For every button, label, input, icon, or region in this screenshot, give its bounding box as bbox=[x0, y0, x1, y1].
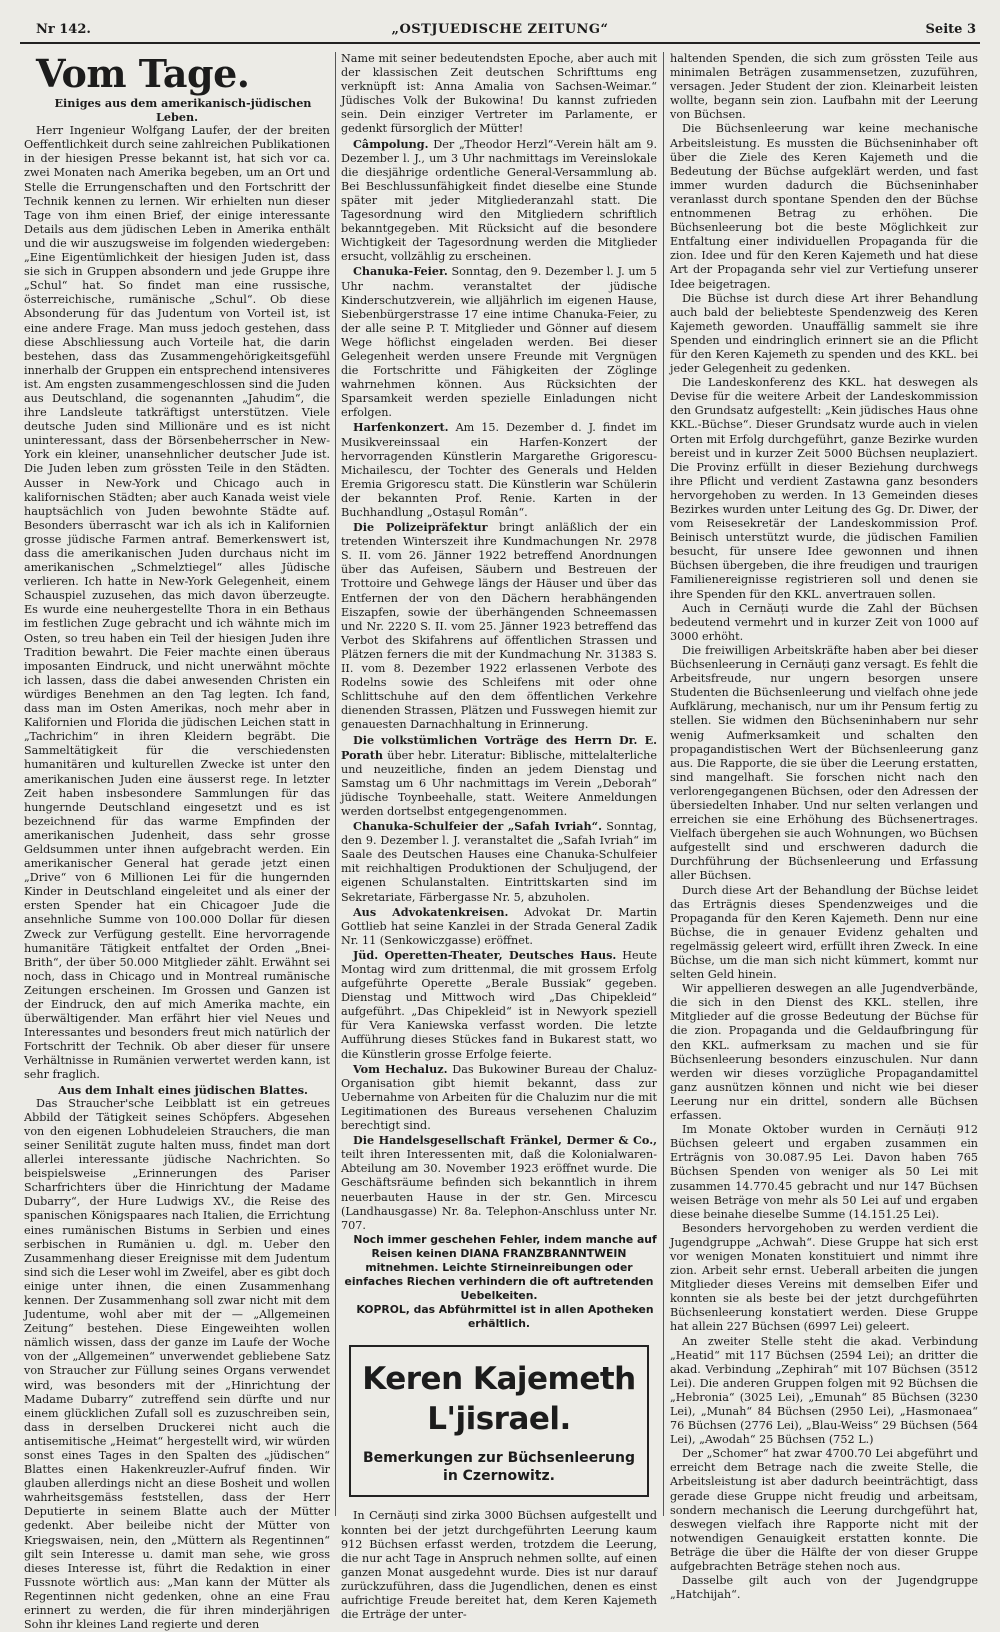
news-item bbox=[341, 819, 657, 905]
advertisement: KOPROL, das Abführmittel ist in allen Apotheken erhältlich. bbox=[356, 1303, 654, 1331]
news-item-heading: Die Polizeipräfektur bbox=[353, 520, 488, 535]
news-item-heading: Aus Advokatenkreisen. bbox=[353, 904, 509, 919]
news-item-heading: Die Handelsgesellschaft Fränkel, Dermer & Co., bbox=[353, 1133, 657, 1148]
news-item bbox=[341, 1062, 657, 1133]
advertisement: Noch immer geschehen Fehler, indem manche auf Reisen keinen DIANA FRANZBRANNTWEIN mitnehmen. Leichte Stirneinreibungen oder einfaches Riechen verhindern die oft auftretenden Uebelkeiten. bbox=[344, 1232, 657, 1303]
article-heading: Aus dem Inhalt eines jüdischen Blattes. bbox=[58, 1082, 308, 1097]
news-item-heading: Chanuka-Feier. bbox=[353, 264, 448, 279]
keren-kajemeth-subtitle: Bemerkungen zur Büchsenleerung in Czernowitz. bbox=[363, 1450, 635, 1485]
keren-kajemeth-title: Keren Kajemeth L'jisrael. bbox=[362, 1361, 636, 1438]
news-item-heading: Jüd. Operetten-Theater, Deutsches Haus. bbox=[353, 947, 617, 962]
article-paragraph: Auch in Cernăuți wurde die Zahl der Büchsen bedeutend vermehrt und in kurzer Zeit von 1000 auf 3000 erhöht. bbox=[670, 601, 978, 643]
article-paragraph: Dasselbe gilt auch von der Jugendgruppe „Hatchijah“. bbox=[670, 1574, 978, 1602]
article-paragraph: Die Landeskonferenz des KKL. hat deswegen als Devise für die weitere Arbeit der Landeskommission den Grundsatz aufgestellt: „Kein jüdisches Haus ohne KKL.-Büchse“. Dieser Grundsatz wurde auch in vielen Orten mit Erfolg durchgeführt, ganze Bezirke wurden bereist und in kurzer Zeit 5000 Büchsen neuplaziert. Die Provinz erfüllt in dieser Beziehung durchwegs ihre Pflicht und verdient Zastawna ganz besonders hervorgehoben zu werden. In 13 Gemeinden dieses Bezirkes wurden unter Leitung des Gg. Dr. Diwer, der vom Reisesekretär der Landeskommission Prof. Beinisch unterstützt wurde, die jüdischen Familien besucht, für unsere Idee gewonnen und ihnen Büchsen übergeben, die ihre freudigen und traurigen Familienereignisse registrieren soll und denen sie ihre Spenden für den KKL. anvertrauen sollen. bbox=[670, 376, 978, 601]
article-paragraph: Das Straucher'sche Leibblatt ist ein getreues Abbild der Tätigkeit seines Schöpfers. Abgesehen von den eigenen Lobhudeleien Strauchers, die man seiner Senilität zugute halten muss, findet man dort allerlei interessante jüdische Nachrichten. So beispielsweise „Erinnerungen des Pariser Scharfrichters über die Hinrichtung der Madame Dubarry“, der Hure Ludwigs XV., die Reise des spanischen Königspaares nach Italien, die Errichtung eines rumänischen Bistums in Serbien und eines serbischen in Rumänien u. dgl. m. Ueber den Zusammenhang dieser Ereignisse mit dem Judentum sind sich die Leser wohl im Zweifel, aber es gibt doch einige unter ihnen, die einen Zusammenhang kennen. Der Zusammenhang soll zwar nicht mit dem Judentume, wohl aber mit der — „Allgemeinen Zeitung“ bestehen. Diese Eingeweihten wollen nämlich wissen, dass der ganze im Laufe der Woche von der „Allgemeinen“ unverwendet gebliebene Satz von Straucher zur Füllung seines Organs verwendet wird, was besonders mit der „Hinrichtung der Madame Dubarry“ zutreffend sein dürfte und nur einem glücklichen Zufall soll es zuzuschreiben sein, dass in derselben Druckerei nicht auch die antisemitische „Heimat“ hergestellt wird, wir würden sonst eines Tages in den Spalten des „jüdischen“ Blattes einen Hakenkreuzler-Aufruf finden. Wir glauben allerdings nicht an diese Bosheit und wollen wahrheitsgemäss feststellen, dass der Herr Deputierte in seinem Blatte auch der Mütter gedenkt. Aber beileibe nicht der Mütter von Kriegswaisen, nein, den „Müttern als Regentinnen“ gilt sein Interesse u. damit man sehe, wie gross dieses Interesse ist, führt die Redaktion in einer Fussnote wörtlich aus: „Man kann der Mütter als Regentinnen nicht gedenken, ohne an eine Frau erinnert zu werden, die für ihren minderjährigen Sohn ihr kleines Land regierte und deren bbox=[24, 1096, 330, 1632]
article-paragraph: Im Monate Oktober wurden in Cernăuți 912 Büchsen geleert und ergaben zusammen ein Erträgnis von 30.087.95 Lei. Davon haben 765 Büchsen Spenden von weniger als 50 Lei mit zusammen 14.770.45 gebracht und nur 147 Büchsen weisen Beträge von mehr als 50 Lei auf und ergaben diese beinahe dieselbe Summe (14.151.25 Lei). bbox=[670, 1123, 978, 1221]
article-paragraph: Durch diese Art der Behandlung der Büchse leidet das Erträgnis dieses Spendenzweiges und die Propaganda für den Keren Kajemeth. Denn nur eine Büchse, die in genauer Evidenz gehalten und regelmässig geleert wird, erfüllt ihren Zweck. In eine Büchse, um die man sich nicht kümmert, kommt nur selten Geld hinein. bbox=[670, 883, 978, 982]
news-item bbox=[341, 520, 657, 732]
article-paragraph: In Cernăuți sind zirka 3000 Büchsen aufgestellt und konnten bei der jetzt durchgeführten Leerung kaum 912 Büchsen erfasst werden, trotzdem die Leerung, die nur acht Tage in Anspruch nehmen sollte, auf einen ganzen Monat ausgedehnt wurde. Dies ist nur darauf zurückzuführen, dass die Jugendlichen, denen es einst aufrichtige Freude bereitet hat, dem Keren Kajemeth die Erträge der unter- bbox=[341, 1509, 657, 1622]
news-item bbox=[341, 137, 657, 265]
news-item-heading: Die volkstümlichen Vorträge des Herrn Dr. E. Porath bbox=[341, 732, 657, 762]
section-title: Vom Tage. bbox=[36, 51, 250, 96]
news-item-heading: Câmpolung. bbox=[353, 136, 429, 151]
news-item-heading: Chanuka-Schulfeier der „Safah Ivriah“. bbox=[353, 819, 603, 834]
article-paragraph: haltenden Spenden, die sich zum grössten Teile aus minimalen Beträgen zusammensetzen, zuzuführen, versagen. Jeder Student der zion. Kleinarbeit leisten wollte, begann sein zion. Laufbahn mit der Leerung von Büchsen. bbox=[670, 52, 978, 122]
article-heading: Einiges aus dem amerikanisch-jüdischen Leben. bbox=[54, 96, 312, 125]
article-paragraph: Die Büchse ist durch diese Art ihrer Behandlung auch bald der beliebteste Spendenzweig des Keren Kajemeth geworden. Unauffällig sammelt sie ihre Spenden und eindringlich erinnert sie an die Pflicht für den Keren Kajemeth zu spenden und des KKL. bei jeder Gelegenheit zu gedenken. bbox=[670, 291, 978, 376]
article-paragraph: Die Büchsenleerung war keine mechanische Arbeitsleistung. Es mussten die Büchseninhaber oft über die Ziele des Keren Kajemeth und die Bedeutung der Büchse aufgeklärt werden, und fast immer wurden dadurch die Büchseninhaber veranlasst durch spontane Spenden den der Büchse entnommenen Betrag zu erhöhen. Die Büchsenleerung bot die beste Möglichkeit zur Entfaltung einer individuellen Propaganda für die zion. Idee und für den Keren Kajemeth und hat diese Art der Propaganda sehr viel zur Vertiefung unserer Idee beigetragen. bbox=[670, 122, 978, 291]
article-paragraph: An zweiter Stelle steht die akad. Verbindung „Heatid“ mit 117 Büchsen (2594 Lei); an dritter die akad. Verbindung „Zephirah“ mit 107 Büchsen (3512 Lei). Die anderen Gruppen folgen mit 92 Büchsen die „Hebronia“ (3025 Lei), „Emunah“ 85 Büchsen (3230 Lei), „Munah“ 84 Büchsen (2950 Lei), „Hasmonaea“ 76 Büchsen (2776 Lei), „Blau-Weiss“ 29 Büchsen (564 Lei), „Awodah“ 25 Büchsen (752 L.) bbox=[670, 1334, 978, 1447]
keren-kajemeth-header bbox=[349, 1345, 649, 1497]
news-item-text: Das Bukowiner Bureau der Chaluz-Organisation gibt hiemit bekannt, dass zur Uebernahme von Arbeiten für die Chaluzim nur die mit Legitimationen des Bureaus versehenen Chaluzim berechtigt sind. bbox=[341, 1062, 657, 1133]
news-item bbox=[341, 905, 657, 948]
news-item-text: bringt anläßlich der ein tretenden Winterszeit ihre Kundmachungen Nr. 2978 S. II. vom 26. Jänner 1922 betreffend Anordnungen über das Aufeisen, Säubern und Bestreuen der Trottoire und Gehwege längs der Häuser und über das Entfernen der von den Dächern herabhängenden Eiszapfen, sowie der überhängenden Schneemassen und Nr. 2220 S. II. vom 25. Jänner 1923 betreffend das Verbot des Skifahrens auf öffentlichen Strassen und Plätzen ferners die mit der Kundmachung Nr. 31383 S. II. vom 8. Dezember 1922 erlassenen Verbote des Rodelns sowie des Schleifens mit oder ohne Schlittschuhe auf den dem öffentlichen Verkehre dienenden Strassen, Plätzen und Fusswegen hiemit zur genauesten Darnachhaltung in Erinnerung. bbox=[341, 521, 657, 732]
news-item bbox=[341, 264, 657, 420]
news-item bbox=[341, 948, 657, 1062]
column-1 bbox=[24, 51, 330, 1632]
news-item-text: Sonntag, den 9. Dezember l. J. um 5 Uhr nachm. veranstaltet der jüdische Kinderschutzverein, wie alljährlich im eigenen Hause, Siebenbürgerstrasse 17 eine intime Chanuka-Feier, zu der alle seine P. T. Mitglieder und Gönner auf diesem Wege höflichst eingeladen werden. Bei dieser Gelegenheit werden unsere Freunde mit Vergnügen die Fortschritte und Fähigkeiten der Zöglinge wahrnehmen können. Aus Rücksichten der Sparsamkeit werden spezielle Einladungen nicht erfolgen. bbox=[341, 265, 657, 420]
news-item-text: teilt ihren Interessenten mit, daß die Kolonialwaren-Abteilung am 30. November 1923 eröffnet wurde. Die Geschäftsräume befinden sich bekanntlich in ihrem neuerbauten Hause in der str. Gen. Mircescu (Landhausgasse) Nr. 8a. Telephon-Anschluss unter Nr. 707. bbox=[341, 1148, 657, 1232]
article-paragraph: Name mit seiner bedeutendsten Epoche, aber auch mit der klassischen Zeit deutschen Schrifttums eng verknüpft ist: Anna Amalia von Sachsen-Weimar.“ Jüdisches Volk der Bukowina! Du kannst zufrieden sein. Dein einziger Vertreter im Parlamente, er gedenkt fürsorglich der Mütter! bbox=[341, 52, 657, 136]
news-item-text: Sonntag, den 9. Dezember l. J. veranstaltet die „Safah Ivriah“ im Saale des Deutschen Hauses eine Chanuka-Schulfeier mit reichhaltigen Produktionen der Schuljugend, der eigenen Schulanstalten. Eintrittskarten sind im Sekretariate, Färbergasse Nr. 5, abzuholen. bbox=[341, 820, 657, 904]
news-item-text: über hebr. Literatur: Biblische, mittelalterliche und neuzeitliche, finden an jedem Dienstag und Samstag um 6 Uhr nachmittags im Verein „Deborah“ jüdische Toynbeehalle, statt. Weitere Anmeldungen werden dortselbst entgegengenommen. bbox=[341, 748, 657, 818]
news-item-heading: Harfenkonzert. bbox=[353, 420, 449, 435]
news-item-text: Advokat Dr. Martin Gottlieb hat seine Kanzlei in der Strada General Zadik Nr. 11 (Senkowiczgasse) eröffnet. bbox=[341, 905, 657, 947]
column-rule bbox=[335, 52, 336, 1516]
column-3 bbox=[670, 52, 978, 1602]
page-header bbox=[20, 22, 980, 44]
article-paragraph: Die freiwilligen Arbeitskräfte haben aber bei dieser Büchsenleerung in Cernăuți ganz versagt. Es fehlt die Arbeitsfreude, nur ungern besorgen unsere Studenten die Büchsenleerung und vielfach ohne jede Aufklärung, mechanisch, nur um ihr Pensum fertig zu stellen. Sie widmen den Büchseninhabern nur sehr wenig Aufmerksamkeit und schalten den propagandistischen Wert der Büchsenleerung ganz aus. Die Rapporte, die sie über die Leerung erstatten, sind mangelhaft. Sie forschen nicht nach den verlorengegangenen Büchsen, oder den Adressen der übersiedelten Inhaber. Und nur selten verlangen und erreichen sie eine Erhöhung des Büchsenertrages. Vielfach übergehen sie auch Wohnungen, wo Büchsen aufgestellt sind und erschweren dadurch die Durchführung der Büchsenleerung und Erfassung aller Büchsen. bbox=[670, 643, 978, 883]
news-item-text: Der „Theodor Herzl“-Verein hält am 9. Dezember l. J., um 3 Uhr nachmittags im Vereinslokale die diesjährige ordentliche General-Versammlung ab. Bei Beschlussunfähigkeit findet dieselbe eine Stunde später mit jeder Mitgliederanzahl statt. Die Tagesordnung wird den Mitgliedern schriftlich bekanntgegeben. Mit Rücksicht auf die besondere Wichtigkeit der Tagesordnung werden die Mitglieder ersucht, vollzählig zu erscheinen. bbox=[341, 137, 657, 264]
article-paragraph: Besonders hervorgehoben zu werden verdient die Jugendgruppe „Achwah“. Diese Gruppe hat sich erst vor wenigen Monaten konstituiert und nimmt ihre zion. Arbeit sehr ernst. Ueberall arbeiten die jungen Mitglieder dieses Vereins mit demselben Eifer und konnten sie als beste bei der jetzt durchgeführten Büchsenleerung konstatiert werden. Diese Gruppe hat allein 227 Büchsen (6997 Lei) geleert. bbox=[670, 1221, 978, 1334]
news-item bbox=[341, 1133, 657, 1233]
article-paragraph: Wir appellieren deswegen an alle Jugendverbände, die sich in den Dienst des KKL. stellen, ihre Mitglieder auf die grosse Bedeutung der Büchse für die zion. Propaganda und die Geldaufbringung für den KKL. aufmerksam zu machen und sie für Büchsenleerung besonders einzuschulen. Nur dann werden wir dieses vorzügliche Propagandamittel ganz ausnützen können und nicht wie bei dieser Leerung nur ein drittel, sondern alle Büchsen erfassen. bbox=[670, 982, 978, 1123]
news-item bbox=[341, 420, 657, 520]
news-item-heading: Vom Hechaluz. bbox=[353, 1061, 448, 1076]
article-paragraph: Der „Schomer“ hat zwar 4700.70 Lei abgeführt und erreicht dem Betrage nach die zweite Stelle, die Arbeitsleistung ist aber dadurch beeinträchtigt, dass gerade diese Gruppe nicht freudig und arbeitsam, sondern mechanisch die Leerung durchgeführt hat, deswegen vielfach ihre Rapporte nicht mit der notwendigen Genauigkeit erstatten konnte. Die Beträge die über die Hälfte der von dieser Gruppe aufgebrachten Beträge stehen noch aus. bbox=[670, 1447, 978, 1574]
news-item-text: Heute Montag wird zum drittenmal, die mit grossem Erfolg aufgeführte Operette „Berale Bussiak“ gegeben. Dienstag und Mittwoch wird „Das Chipekleid“ aufgeführt. „Das Chipekleid“ ist in Newyork speziell für Vera Kaniewska verfasst worden. Die letzte Aufführung dieses Stückes fand in Bukarest statt, wo die Künstlerin grosse Erfolge feierte. bbox=[341, 948, 657, 1061]
issue-number: Nr 142. bbox=[36, 22, 91, 37]
newspaper-title: „OSTJUEDISCHE ZEITUNG“ bbox=[391, 22, 609, 37]
article-paragraph: Herr Ingenieur Wolfgang Laufer, der der breiten Oeffentlichkeit durch seine zahlreichen Publikationen in der hiesigen Presse bekannt ist, hat sich vor ca. zwei Monaten nach Amerika begeben, um an Ort und Stelle die Errungenschaften und den Fortschritt der Technik kennen zu lernen. Wir erhielten nun dieser Tage von ihm einen Brief, der einige interessante Details aus dem jüdischen Leben in Amerika enthält und die wir auszugsweise im folgenden wiedergeben: „Eine Eigentümlichkeit der hiesigen Juden ist, dass sie sich in Gruppen absondern und jede Gruppe ihre „Schul“ hat. So findet man eine russische, österreichische, rumänische „Schul“. Ob diese Absonderung für das Judentum von Vorteil ist, ist eine andere Frage. Man muss jedoch gestehen, dass diese Abschliessung auch Vorteile hat, die darin bestehen, dass das Zusammengehörigkeitsgefühl innerhalb der Gruppen ein entsprechend intensiveres ist. Am engsten zusammengeschlossen sind die Juden aus Deutschland, die sogenannten „Jahudim“, die ihre Landsleute tatkräftigst unterstützen. Viele deutsche Juden sind Millionäre und es ist nicht uninteressant, dass der Börsenbeherrscher in New-York ein kleiner, unansehnlicher deutscher Jude ist. Die Juden leben zum grössten Teile in den Städten. Ausser in New-York und Chicago auch in kalifornischen Städten; aber auch Kanada weist viele hauptsächlich von Juden bewohnte Städte auf. Besonders überrascht war ich als ich in Kalifornien grosse jüdische Farmen antraf. Bemerkenswert ist, dass die amerikanischen Juden durchaus nicht im amerikanischen „Schmelztiegel“ alles Jüdische verlieren. Ich hatte in New-York Gelegenheit, einem Schauspiel zuzusehen, das mich davon überzeugte. Es wurde eine neuhergestellte Thora in ein Bethaus im festlichen Zuge gebracht und ich wähnte mich im Osten, so treu haben ein Teil der hiesigen Juden ihre Tradition bewahrt. Die Feier machte einen überaus imposanten Eindruck, und nicht unerwähnt möchte ich lassen, dass die dabei anwesenden Christen ein würdiges Benehmen an den Tag legten. Ich fand, dass man im Osten Amerikas, noch mehr aber in Kalifornien und Florida die jüdischen Leichen statt in „Tachrichim“ in ihren Kleidern begräbt. Die Sammeltätigkeit für die verschiedensten humanitären und kulturellen Zwecke ist unter den amerikanischen Juden eine äusserst rege. In letzter Zeit haben insbesondere Sammlungen für das hungernde Deutschland eingesetzt und es ist bezeichnend für das warme Empfinden der amerikanischen Judenheit, dass sehr grosse Geldsummen unter ihnen aufgebracht werden. Ein amerikanischer General hat gerade jetzt einen „Drive“ von 6 Millionen Lei für die hungernden Kinder in Deutschland eingeleitet und als einer der ersten Spender hat ein Chicagoer Jude die ansehnliche Summe von 100.000 Dollar für diesen Zweck zur Verfügung gestellt. Eine hervorragende humanitäre Tätigkeit entfaltet der Orden „Bnei-Brith“, der über 50.000 Mitglieder zählt. Erwähnt sei noch, dass in Chicago und in Montreal rumänische Zeitungen erscheinen. Im Grossen und Ganzen ist der Eindruck, den auf mich Amerika machte, ein überwältigender. Man erfährt hier viel Neues und Interessantes und besonders freut mich natürlich der Fortschritt der Technik. Ob aber dieser für unsere Verhältnisse in Rumänien verwertet werden kann, ist sehr fraglich. bbox=[24, 124, 330, 1082]
page-number: Seite 3 bbox=[925, 22, 976, 37]
column-rule bbox=[663, 52, 664, 1516]
column-2 bbox=[341, 52, 657, 1622]
news-item bbox=[341, 733, 657, 820]
news-item-text: Am 15. Dezember d. J. findet im Musikvereinssaal ein Harfen-Konzert der hervorragenden Künstlerin Margarethe Grigorescu-Michailescu, der Tochter des Generals und Helden Eremia Grigorescu statt. Die Künstlerin war Schülerin der bekannten Prof. Renie. Karten in der Buchhandlung „Ostașul Român“. bbox=[341, 421, 657, 519]
